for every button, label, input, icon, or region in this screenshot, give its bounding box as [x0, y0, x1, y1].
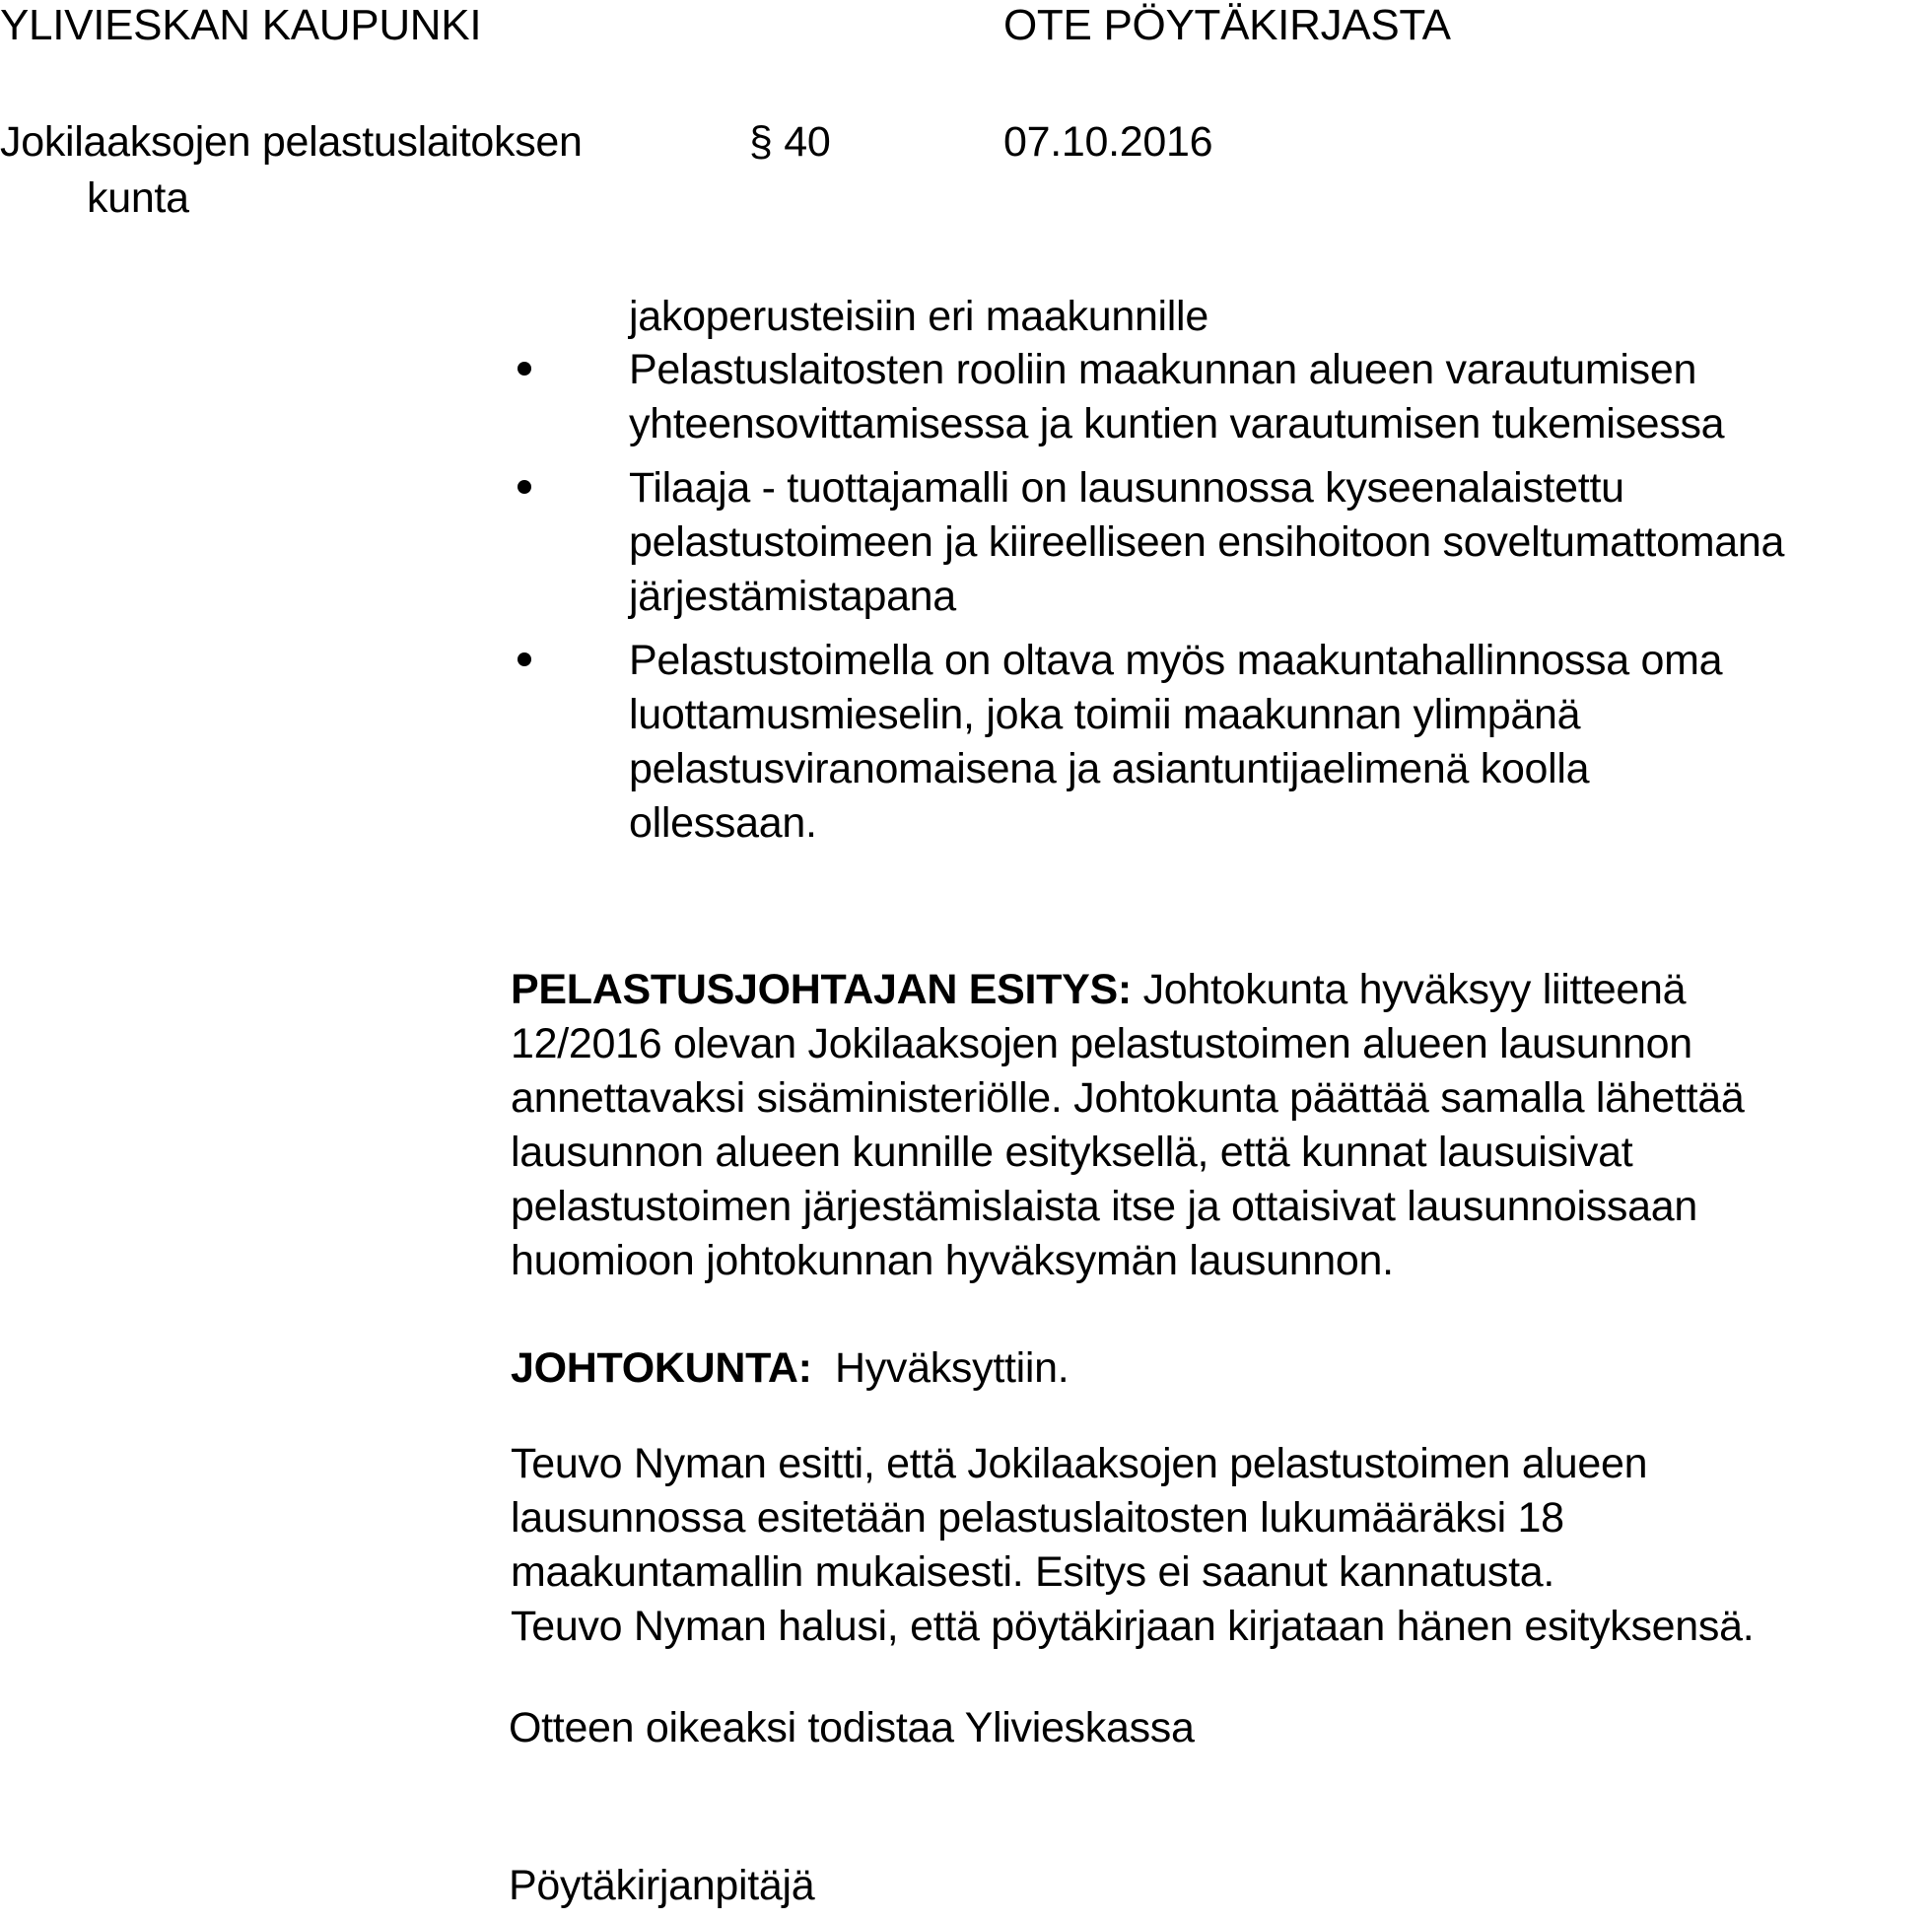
decision-text: Hyväksyttiin.: [834, 1344, 1070, 1392]
note-line: Teuvo Nyman esitti, että Jokilaaksojen pelastustoimen alueen: [511, 1440, 1648, 1487]
certification-text: Otteen oikeaksi todistaa Ylivieskassa: [509, 1704, 1195, 1751]
body-name: Jokilaaksojen pelastuslaitoksen: [0, 118, 583, 166]
document-type: OTE PÖYTÄKIRJASTA: [1003, 1, 1451, 49]
bullet-icon: [518, 480, 531, 494]
proposal-line: pelastustoimen järjestämislaista itse ja ottaisivat lausunnoissaan: [511, 1183, 1697, 1230]
proposal-line: annettavaksi sisäministeriölle. Johtokunta päättää samalla lähettää: [511, 1074, 1745, 1122]
decision-label: JOHTOKUNTA:: [511, 1344, 812, 1392]
list-item-line: järjestämistapana: [629, 573, 956, 620]
section-number: § 40: [749, 118, 831, 166]
proposal-line: huomioon johtokunnan hyväksymän lausunnon.: [511, 1237, 1394, 1284]
proposal-label: PELASTUSJOHTAJAN ESITYS:: [511, 966, 1132, 1013]
decision-line: [511, 1343, 1069, 1393]
signature-label: Pöytäkirjanpitäjä: [509, 1862, 815, 1909]
bullet-icon: [518, 362, 531, 376]
list-item-line: Pelastuslaitosten rooliin maakunnan alueen varautumisen: [629, 346, 1697, 393]
bullet-icon: [518, 652, 531, 666]
note-line: maakuntamallin mukaisesti. Esitys ei saanut kannatusta.: [511, 1548, 1555, 1596]
list-item-line: luottamusmieselin, joka toimii maakunnan ylimpänä: [629, 691, 1581, 738]
note-line: Teuvo Nyman halusi, että pöytäkirjaan kirjataan hänen esityksensä.: [511, 1603, 1755, 1650]
list-item-line: pelastusviranomaisena ja asiantuntijaelimenä koolla: [629, 745, 1590, 792]
proposal-text-start: Johtokunta hyväksyy liitteenä: [1142, 966, 1687, 1013]
list-item-line: pelastustoimeen ja kiireelliseen ensihoitoon soveltumattomana: [629, 518, 1785, 566]
list-continuation: jakoperusteisiin eri maakunnille: [629, 293, 1208, 340]
list-item-line: yhteensovittamisessa ja kuntien varautumisen tukemisessa: [629, 400, 1725, 447]
list-item-line: ollessaan.: [629, 799, 817, 847]
list-item-line: Tilaaja - tuottajamalli on lausunnossa kyseenalaistettu: [629, 464, 1624, 512]
proposal-line: 12/2016 olevan Jokilaaksojen pelastustoimen alueen lausunnon: [511, 1020, 1692, 1067]
body-name-continued: kunta: [87, 174, 189, 222]
proposal-first-line: [511, 965, 1686, 1014]
proposal-line: lausunnon alueen kunnille esityksellä, että kunnat lausuisivat: [511, 1129, 1633, 1176]
organization-name: YLIVIESKAN KAUPUNKI: [0, 1, 482, 49]
note-line: lausunnossa esitetään pelastuslaitosten lukumääräksi 18: [511, 1494, 1564, 1542]
list-item-line: Pelastustoimella on oltava myös maakuntahallinnossa oma: [629, 637, 1723, 684]
meeting-date: 07.10.2016: [1003, 118, 1213, 166]
